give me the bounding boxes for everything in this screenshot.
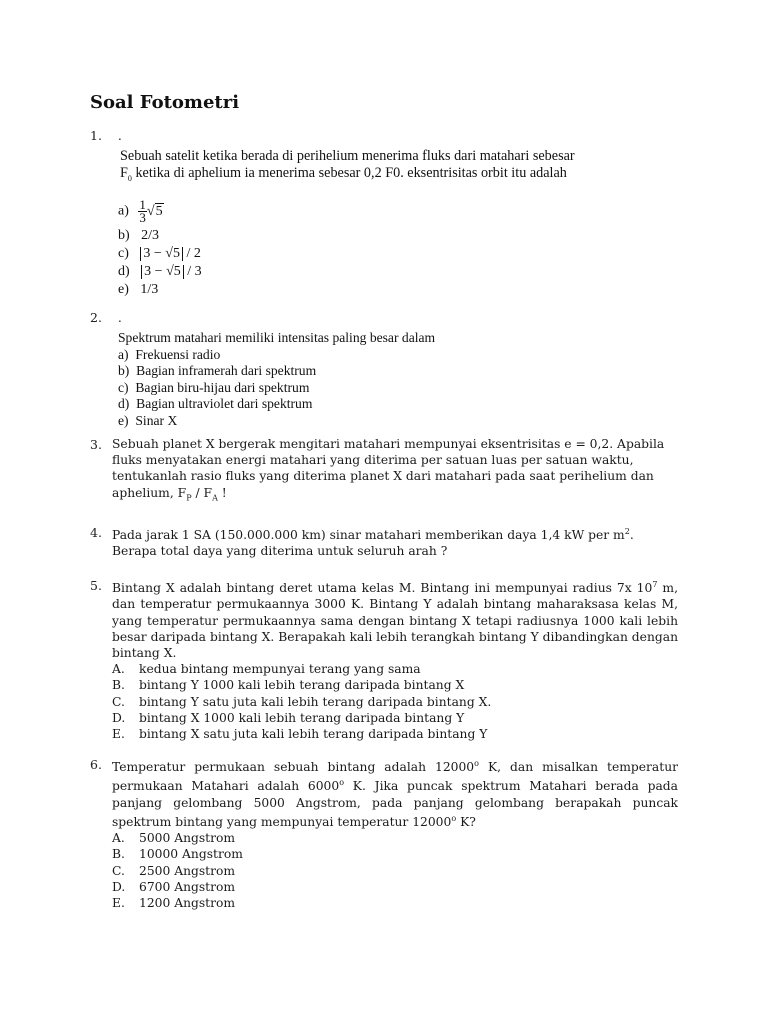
question-1-line-1: Sebuah satelit ketika berada di perihelium menerima fluks dari matahari sebesar bbox=[120, 148, 575, 164]
list-item: B. bintang Y 1000 kali lebih terang daripada bintang X bbox=[112, 678, 465, 693]
question-2-option: c) Bagian biru-hijau dari spektrum bbox=[118, 379, 310, 395]
question-2-option: b) Bagian inframerah dari spektrum bbox=[118, 363, 317, 379]
list-item: D. 6700 Angstrom bbox=[112, 879, 236, 894]
question-2-option: d) Bagian ultraviolet dari spektrum bbox=[118, 396, 313, 412]
page-title: Soal Fotometri bbox=[90, 92, 240, 113]
list-item: A. 5000 Angstrom bbox=[112, 831, 236, 846]
question-number: 1. bbox=[90, 128, 102, 143]
question-2-block bbox=[118, 330, 435, 430]
question-2-option: e) Sinar X bbox=[118, 412, 178, 428]
question-dot: . bbox=[117, 128, 122, 143]
square-root: √5 bbox=[146, 203, 163, 219]
list-item: E. 1200 Angstrom bbox=[112, 895, 236, 910]
question-1-option-a: a) $\frac{1}{3}$ √5 bbox=[118, 197, 163, 225]
question-2-number bbox=[90, 310, 122, 325]
question-5-text: Bintang X adalah bintang deret utama kelas M. Bintang ini mempunyai radius 7x $10^7$ m, dan temperatur permukaannya 3000 K. Bintang Y adalah bintang maharaksasa kelas M, yang temperatur permukaannya sama dengan bintang X tetapi radiusnya 1000 kali lebih besar daripada bintang X. Berapakah kali lebih terangkah bintang Y dibandingkan dengan bintang X. A. kedua bintang mempunyai terang yang sama B. bintang Y 1000 kali lebih terang daripada bintang X C. bintang Y satu juta kali lebih terang daripada bintang X. D. bintang X 1000 kali lebih terang daripada bintang Y E. bintang X satu juta kali lebih terang daripada bintang Y bbox=[112, 580, 678, 741]
question-3-number: 3. bbox=[90, 437, 102, 452]
question-6-choices bbox=[112, 830, 678, 911]
list-item: A. kedua bintang mempunyai terang yang sama bbox=[112, 662, 421, 677]
question-5-choices bbox=[112, 661, 678, 742]
question-6-text: Temperatur permukaan sebuah bintang adalah 12000$^o$ K, dan misalkan temperatur permukaan Matahari adalah 6000$^o$ K. Jika puncak spektrum Matahari berada pada panjang gelombang 5000 Angstrom, pada panjang gelombang berapakah puncak spektrum bintang yang mempunyai temperatur 12000$^o$ K? A. 5000 Angstrom B. 10000 Angstrom C. 2500 Angstrom D. 6700 Angstrom E. 1200 Angstrom bbox=[112, 759, 679, 910]
list-item: C. bintang Y satu juta kali lebih terang daripada bintang X. bbox=[112, 694, 492, 709]
question-1-line-2: $F_0$ ketika di aphelium ia menerima sebesar 0,2 F0. eksentrisitas orbit itu adalah bbox=[120, 165, 567, 183]
question-1-option-b: b) 2/3 bbox=[118, 228, 160, 243]
fraction: $\frac{1}{3}$ bbox=[139, 197, 146, 225]
question-3-text: Sebuah planet X bergerak mengitari matahari mempunyai eksentrisitas e = 0,2. Apabila fluks menyatakan energi matahari yang diterima per satuan luas per satuan waktu, tentukanlah rasio fluks yang diterima planet X dari matahari pada saat perihelium dan aphelium, $F_P / F_A$ ! bbox=[112, 437, 665, 503]
list-item: D. bintang X 1000 kali lebih terang daripada bintang Y bbox=[112, 710, 465, 725]
question-2-option: a) Frekuensi radio bbox=[118, 346, 221, 362]
question-1-option-e: e) 1/3 bbox=[118, 282, 159, 297]
question-1-option-c: c) 3 − √5 / 2 bbox=[118, 246, 201, 261]
question-4-number: 4. bbox=[90, 525, 102, 540]
list-item: E. bintang X satu juta kali lebih terang daripada bintang Y bbox=[112, 726, 488, 741]
question-2-text: Spektrum matahari memiliki intensitas paling besar dalam bbox=[118, 330, 436, 345]
question-6-number: 6. bbox=[90, 757, 102, 772]
question-4-text: Pada jarak 1 SA (150.000.000 km) sinar matahari memberikan daya 1,4 kW per $m^2$. Berapa total daya yang diterima untuk seluruh arah ? bbox=[112, 527, 634, 559]
question-dot: . bbox=[117, 310, 122, 325]
list-item: B. 10000 Angstrom bbox=[112, 847, 243, 862]
question-1-text bbox=[120, 148, 575, 187]
question-1-option-d: d) 3 − √5 / 3 bbox=[118, 264, 202, 279]
question-1-number bbox=[90, 128, 122, 143]
question-5-number: 5. bbox=[90, 578, 102, 593]
question-number: 2. bbox=[90, 310, 102, 325]
list-item: C. 2500 Angstrom bbox=[112, 863, 236, 878]
